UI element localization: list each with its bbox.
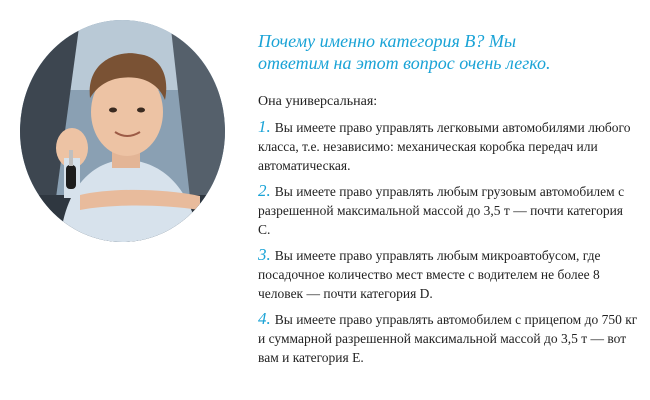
main-content — [258, 30, 638, 373]
item-number: 3. — [258, 245, 271, 264]
list-item — [258, 117, 638, 175]
item-number: 4. — [258, 309, 271, 328]
list-item — [258, 181, 638, 239]
list-item — [258, 309, 638, 367]
item-number: 2. — [258, 181, 271, 200]
list-item — [258, 245, 638, 303]
page-heading: Почему именно категория В? Мы ответим на этот вопрос очень легко. — [258, 31, 551, 73]
driver-photo — [20, 20, 225, 242]
item-text: Вы имеете право управлять автомобилем с прицепом до 750 кг и суммарной разрешенной максимальной массой до 3,5 т — вот вам и категория E. — [258, 312, 638, 365]
item-number: 1. — [258, 117, 271, 136]
item-text: Вы имеете право управлять любым грузовым автомобилем с разрешенной максимальной массой до 3,5 т — почти категория C. — [258, 184, 625, 237]
item-text: Вы имеете право управлять легковыми автомобилями любого класса, т.е. независимо: механическая коробка передач или автоматическая. — [258, 120, 631, 173]
item-text: Вы имеете право управлять любым микроавтобусом, где посадочное количество мест вместе с водителем не более 8 человек — почти категория D. — [258, 248, 601, 301]
driver-photo-illustration — [20, 20, 225, 242]
intro-text: Она универсальная: — [258, 94, 378, 109]
